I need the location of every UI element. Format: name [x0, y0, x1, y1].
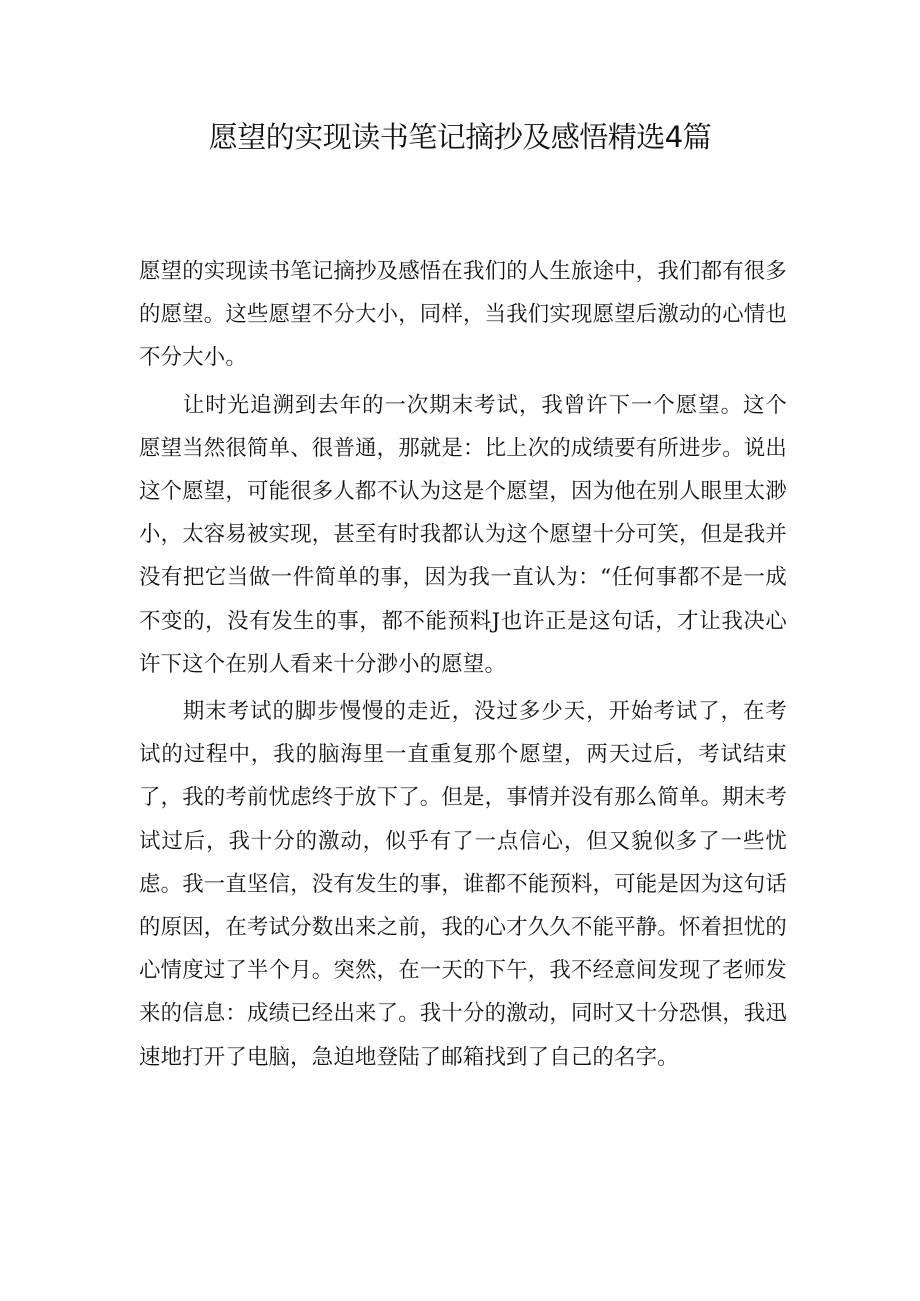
- paragraph-wish: 让时光追溯到去年的一次期末考试，我曾许下一个愿望。这个愿望当然很简单、很普通，那就是：比上次的成绩要有所进步。说出这个愿望，可能很多人都不认为这是个愿望，因为他在别人眼里太渺小，太容易被实现，甚至有时我都认为这个愿望十分可笑，但是我并没有把它当做一件简单的事，因为我一直认为：“任何事都不是一成不变的，没有发生的事，都不能预料J也许正是这句话，才让我决心许下这个在别人看来十分渺小的愿望。: [139, 392, 787, 677]
- paragraph-intro: 愿望的实现读书笔记摘抄及感悟在我们的人生旅途中，我们都有很多的愿望。这些愿望不分大小，同样，当我们实现愿望后激动的心情也不分大小。: [139, 259, 787, 371]
- paragraph-exam: 期末考试的脚步慢慢的走近，没过多少天，开始考试了，在考试的过程中，我的脑海里一直重复那个愿望，两天过后，考试结束了，我的考前忧虑终于放下了。但是，事情并没有那么简单。期末考试过后，我十分的激动，似乎有了一点信心，但又貌似多了一些忧虑。我一直坚信，没有发生的事，谁都不能预料，可能是因为这句话的原因，在考试分数出来之前，我的心才久久不能平静。怀着担忧的心情度过了半个月。突然，在一天的下午，我不经意间发现了老师发来的信息：成绩已经出来了。我十分的激动，同时又十分恐惧，我迅速地打开了电脑，急迫地登陆了邮箱找到了自己的名字。: [139, 699, 787, 1070]
- document-body: [139, 250, 787, 1083]
- document-title: 愿望的实现读书笔记摘抄及感悟精选4篇: [208, 120, 712, 154]
